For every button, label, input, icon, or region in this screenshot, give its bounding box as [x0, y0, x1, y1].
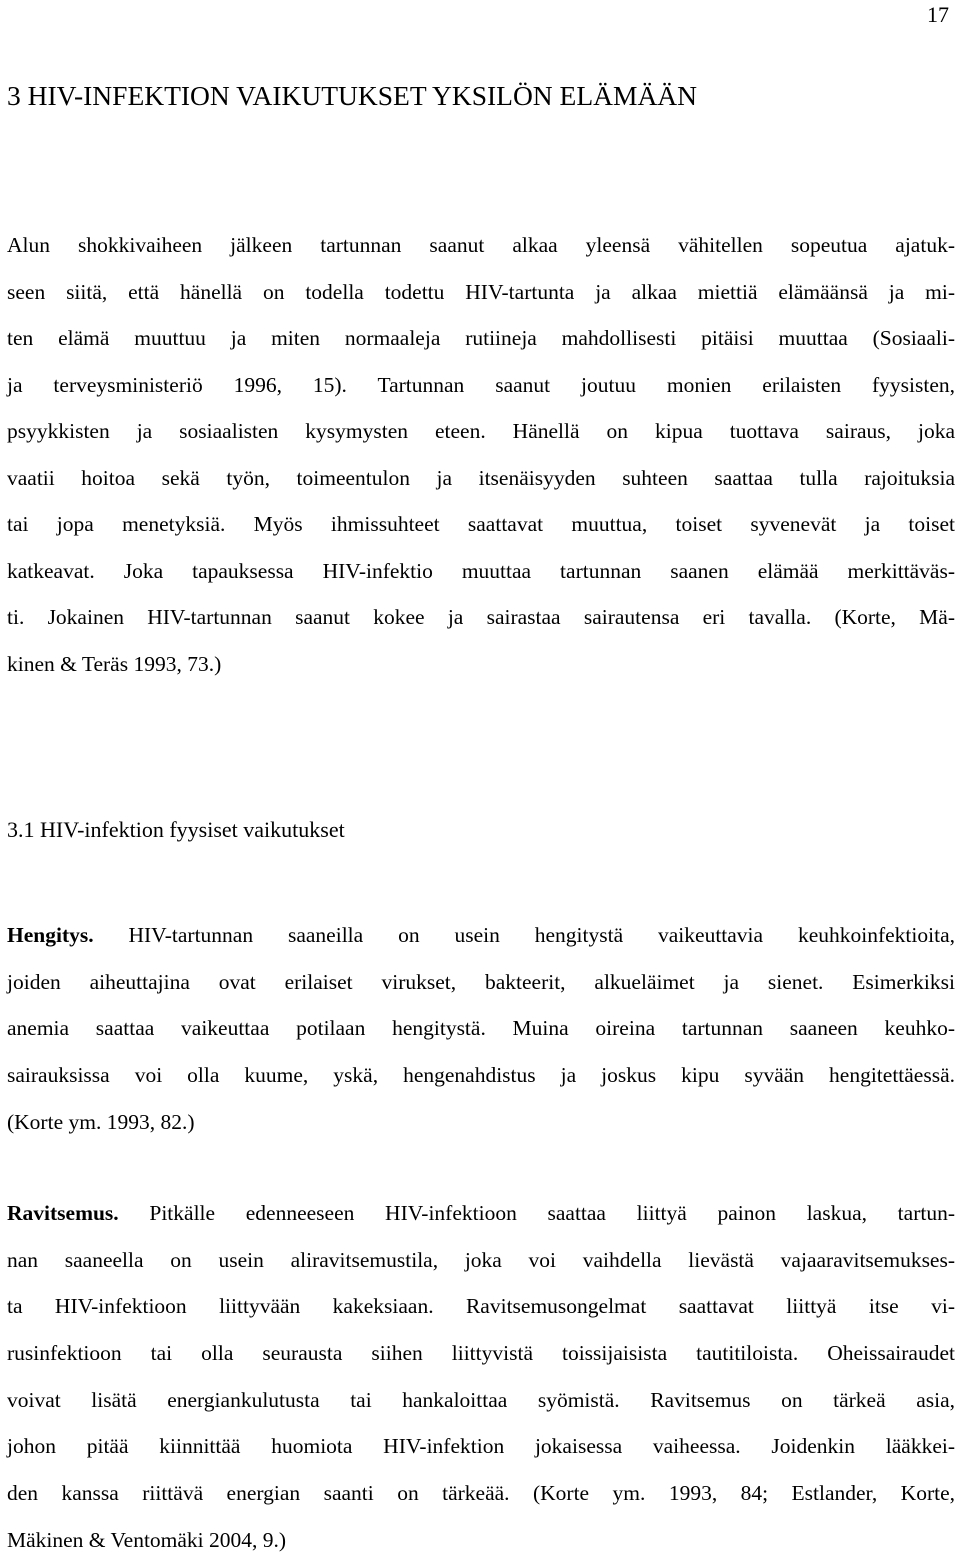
paragraph-line: Alun shokkivaiheen jälkeen tartunnan saanut alkaa yleensä vähitellen sopeutua ajatuk-	[7, 233, 955, 257]
paragraph-line: nan saaneella on usein aliravitsemustila, joka voi vaihdella lievästä vajaaravitsemukses-	[7, 1247, 955, 1272]
paragraph-lead: Ravitsemus.	[7, 1201, 119, 1225]
paragraph-line	[7, 1190, 955, 1237]
paragraph-line: sairauksissa voi olla kuume, yskä, hengenahdistus ja joskus kipu syvään hengitettäessä.	[7, 1063, 955, 1088]
paragraph-line: rusinfektioon tai olla seurausta siihen liittyvistä toissijaisista tautitiloista. Oheissairaudet	[7, 1341, 955, 1366]
paragraph-line: Mäkinen & Ventomäki 2004, 9.)	[7, 1527, 287, 1552]
paragraph-line: tai jopa menetyksiä. Myös ihmissuhteet saattavat muuttua, toiset syvenevät ja toiset	[7, 512, 955, 536]
paragraph-line: psyykkisten ja sosiaalisten kysymysten eteen. Hänellä on kipua tuottava sairaus, joka	[7, 419, 955, 443]
paragraph-line-text: Pitkälle edenneeseen HIV-infektioon saattaa liittyä painon laskua, tartun-	[118, 1201, 955, 1225]
paragraph-line	[7, 912, 955, 959]
section-heading: 3.1 HIV-infektion fyysiset vaikutukset	[7, 817, 345, 842]
nutrition-paragraph	[7, 1190, 955, 1564]
paragraph-line: voivat lisätä energiankulutusta tai hankaloittaa syömistä. Ravitsemus on tärkeä asia,	[7, 1387, 955, 1412]
paragraph-line: vaatii hoitoa sekä työn, toimeentulon ja itsenäisyyden suhteen saattaa tulla rajoituksia	[7, 465, 955, 490]
paragraph-line: kinen & Teräs 1993, 73.)	[7, 651, 222, 676]
chapter-title: 3 HIV-INFEKTION VAIKUTUKSET YKSILÖN ELÄMÄÄN	[7, 80, 698, 111]
page-number: 17	[927, 2, 949, 27]
paragraph-line: seen siitä, että hänellä on todella todettu HIV-tartunta ja alkaa miettiä elämäänsä ja mi-	[7, 279, 955, 304]
paragraph-line: ti. Jokainen HIV-tartunnan saanut kokee ja sairastaa sairautensa eri tavalla. (Korte, Mä-	[7, 605, 955, 629]
paragraph-line: johon pitää kiinnittää huomiota HIV-infektion jokaisessa vaiheessa. Joidenkin lääkkei-	[7, 1434, 955, 1459]
paragraph-line: (Korte ym. 1993, 82.)	[7, 1109, 195, 1134]
breathing-paragraph	[7, 912, 955, 1145]
intro-paragraph	[7, 222, 955, 687]
paragraph-line: katkeavat. Joka tapauksessa HIV-infektio muuttaa tartunnan saanen elämää merkittäväs-	[7, 558, 955, 583]
paragraph-line: ten elämä muuttuu ja miten normaaleja rutiineja mahdollisesti pitäisi muuttaa (Sosiaali-	[7, 326, 955, 350]
paragraph-line: ta HIV-infektioon liittyvään kakeksiaan. Ravitsemusongelmat saattavat liittyä itse vi-	[7, 1294, 955, 1319]
paragraph-line: anemia saattaa vaikeuttaa potilaan hengitystä. Muina oireina tartunnan saaneen keuhko-	[7, 1016, 955, 1041]
paragraph-lead: Hengitys.	[7, 923, 94, 947]
paragraph-line: ja terveysministeriö 1996, 15). Tartunnan saanut joutuu monien erilaisten fyysisten,	[7, 372, 955, 397]
paragraph-line: den kanssa riittävä energian saanti on tärkeää. (Korte ym. 1993, 84; Estlander, Korte,	[7, 1481, 955, 1506]
paragraph-line-text: HIV-tartunnan saaneilla on usein hengitystä vaikeuttavia keuhkoinfektioita,	[93, 923, 955, 947]
paragraph-line: joiden aiheuttajina ovat erilaiset virukset, bakteerit, alkueläimet ja sienet. Esimerkiksi	[7, 969, 955, 994]
